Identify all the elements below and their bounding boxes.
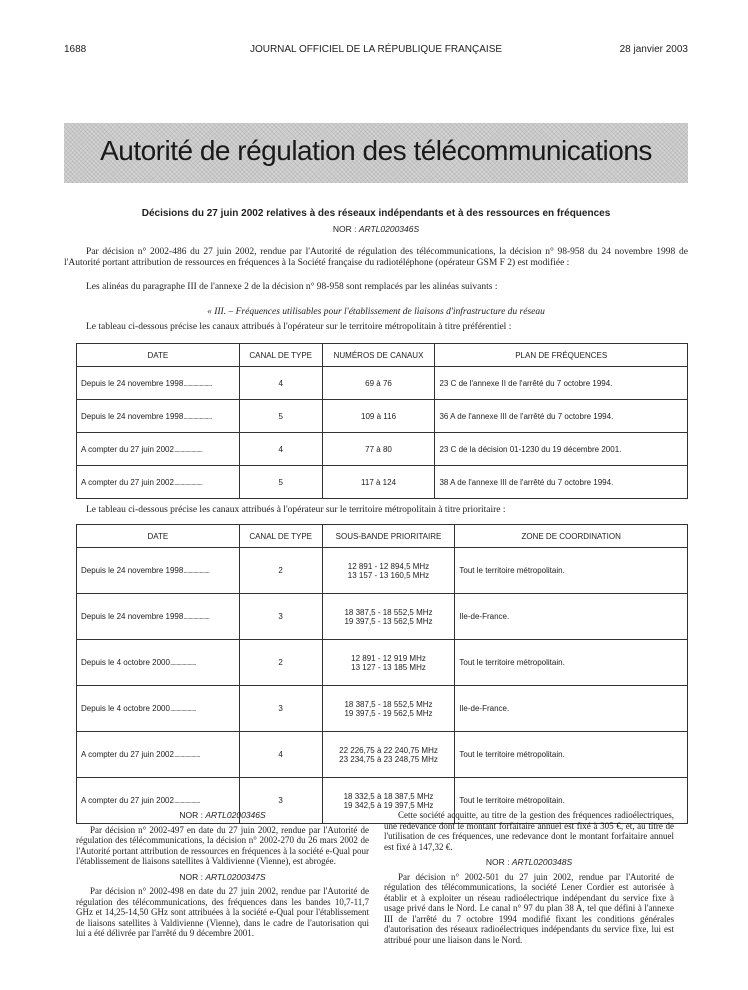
decision-title: Décisions du 27 juin 2002 relatives à des réseaux indépendants et à des ressources en fréquences: [141, 208, 611, 219]
table-row: [77, 686, 688, 732]
nor-prefix: NOR :: [179, 810, 203, 820]
priority-subbands-table: [76, 524, 688, 824]
nor-code: ARTL0200346S: [205, 810, 266, 820]
channel-numbers-cell: 69 à 76: [322, 367, 435, 400]
date-cell: A compter du 27 juin 2002.....................: [77, 732, 240, 778]
coordination-zone-cell: Tout le territoire métropolitain.: [455, 548, 688, 594]
date-cell: A compter du 27 juin 2002.......................: [77, 466, 240, 499]
channel-type-cell: 3: [239, 594, 322, 640]
intro-paragraph-1: Par décision n° 2002-486 du 27 juin 2002, rendue par l'Autorité de régulation des télécommunications, la décision n° 98-958 du 24 novembre 1998 de l'Autorité portant attribution de ressources en fréquences à la Société française du radiotéléphone (opérateur GSM F 2) est modifiée :: [64, 247, 688, 268]
column-header: DATE: [77, 525, 240, 548]
channels-table: [76, 343, 688, 499]
table-row: [77, 466, 688, 499]
intro-paragraph-2: Les alinéas du paragraphe III de l'annexe 2 de la décision n° 98-958 sont remplacés par les alinéas suivants :: [86, 282, 498, 292]
table-header-row: [77, 344, 688, 367]
subband-cell: 18 387,5 - 18 552,5 MHz 19 397,5 - 13 562,5 MHz: [322, 594, 455, 640]
nor-reference: [384, 857, 674, 868]
authority-banner: [64, 123, 688, 183]
section-heading: « III. – Fréquences utilisables pour l'établissement de liaisons d'infrastructure du réseau: [207, 307, 545, 317]
nor-reference: [64, 224, 688, 234]
channel-type-cell: 3: [239, 778, 322, 824]
channel-type-cell: 2: [239, 640, 322, 686]
coordination-zone-cell: Tout le territoire métropolitain.: [455, 778, 688, 824]
table-header-row: [77, 525, 688, 548]
channel-type-cell: 3: [239, 686, 322, 732]
page-number: 1688: [64, 44, 87, 55]
date-cell: Depuis le 24 novembre 1998.......................: [77, 400, 240, 433]
left-column: [76, 805, 369, 939]
subband-cell: 18 332,5 à 18 387,5 MHz 19 342,5 à 19 397,5 MHz: [322, 778, 455, 824]
column-header: CANAL DE TYPE: [239, 525, 322, 548]
nor-prefix: NOR :: [332, 224, 357, 234]
frequency-plan-cell: 38 A de l'annexe III de l'arrêté du 7 octobre 1994.: [435, 466, 688, 499]
decision-paragraph: Cette société acquitte, au titre de la gestion des fréquences radioélectriques, une redevance dont le montant forfaitaire annuel est fixé à 305 €, et, au titre de l'utilisation de ces fréquences, une redevance dont le montant forfaitaire annuel est fixé à 147,32 €.: [384, 810, 674, 852]
right-column: [384, 810, 674, 945]
channel-numbers-cell: 77 à 80: [322, 433, 435, 466]
channel-numbers-cell: 109 à 116: [322, 400, 435, 433]
table-row: [77, 367, 688, 400]
nor-prefix: NOR :: [179, 871, 203, 882]
date-cell: Depuis le 24 novembre 1998.....................: [77, 548, 240, 594]
channel-type-cell: 4: [239, 367, 322, 400]
running-header: [64, 44, 688, 58]
decision-paragraph: Par décision n° 2002-498 en date du 27 juin 2002, rendue par l'Autorité de régulation des télécommunications, des fréquences dans les bandes 10,7-11,7 GHz et 14,25-14,50 GHz sont attribuées à la société e-Qual pour l'établissement de liaisons satellites à Valdivienne (Vienne), dans le cadre de l'autorisation qui lui a été délivrée par l'arrêté du 9 décembre 2001.: [76, 886, 369, 938]
channel-type-cell: 2: [239, 548, 322, 594]
nor-prefix: NOR :: [485, 857, 510, 867]
subband-cell: 18 387,5 - 18 552,5 MHz 19 397,5 - 19 562,5 MHz: [322, 686, 455, 732]
date-cell: A compter du 27 juin 2002.....................: [77, 778, 240, 824]
column-header: NUMÉROS DE CANAUX: [322, 344, 435, 367]
channel-type-cell: 4: [239, 433, 322, 466]
frequency-plan-cell: 23 C de la décision 01-1230 du 19 décembre 2001.: [435, 433, 688, 466]
nor-code: ARTL0200346S: [358, 224, 420, 234]
channel-type-cell: 5: [239, 466, 322, 499]
table-row: [77, 640, 688, 686]
coordination-zone-cell: Ile-de-France.: [455, 594, 688, 640]
subband-cell: 12 891 - 12 919 MHz 13 127 - 13 185 MHz: [322, 640, 455, 686]
nor-reference: [76, 872, 369, 883]
frequency-plan-cell: 36 A de l'annexe III de l'arrêté du 7 octobre 1994.: [435, 400, 688, 433]
journal-title: JOURNAL OFFICIEL DE LA RÉPUBLIQUE FRANÇAISE: [249, 44, 503, 55]
frequency-plan-cell: 23 C de l'annexe II de l'arrêté du 7 octobre 1994.: [435, 367, 688, 400]
table-row: [77, 594, 688, 640]
coordination-zone-cell: Ile-de-France.: [455, 686, 688, 732]
channel-type-cell: 4: [239, 732, 322, 778]
decision-paragraph: Par décision n° 2002-497 en date du 27 juin 2002, rendue par l'Autorité de régulation des télécommunications, la décision n° 2002-270 du 26 mars 2002 de l'Autorité portant attribution de ressources en fréquences à la société e-Qual pour l'établissement de liaisons satellites à Valdivienne (Vienne), est abrogée.: [76, 824, 369, 866]
table-row: [77, 548, 688, 594]
table-row: [77, 732, 688, 778]
coordination-zone-cell: Tout le territoire métropolitain.: [455, 732, 688, 778]
channel-numbers-cell: 117 à 124: [322, 466, 435, 499]
coordination-zone-cell: Tout le territoire métropolitain.: [455, 640, 688, 686]
column-header: CANAL DE TYPE: [239, 344, 322, 367]
date-cell: Depuis le 24 novembre 1998.......................: [77, 367, 240, 400]
intro-paragraph-4: Le tableau ci-dessous précise les canaux attribués à l'opérateur sur le territoire métropolitain à titre préférentiel :: [86, 322, 512, 332]
date-cell: A compter du 27 juin 2002.......................: [77, 433, 240, 466]
banner-title: Autorité de régulation des télécommunications: [100, 135, 652, 166]
decision-paragraph: Par décision n° 2002-501 du 27 juin 2002, rendue par l'Autorité de régulation des télécommunications, la société Lener Cordier est autorisée à établir et à exploiter un réseau radioélectrique indépendant du service fixe à usage privé dans le Nord. Le canal n° 97 du plan 38 A, tel que défini à l'annexe III de l'arrêté du 7 octobre 1994 modifié fixant les conditions générales d'autorisation des réseaux radioélectriques indépendants du service fixe, lui est attribué pour une liaison dans le Nord.: [384, 871, 674, 945]
column-header: PLAN DE FRÉQUENCES: [435, 344, 688, 367]
column-header: DATE: [77, 344, 240, 367]
date-cell: Depuis le 24 novembre 1998.....................: [77, 594, 240, 640]
date-cell: Depuis le 4 octobre 2000.....................: [77, 640, 240, 686]
table-row: [77, 400, 688, 433]
issue-date: 28 janvier 2003: [619, 44, 688, 55]
nor-code: ARTL0200347S: [205, 871, 266, 882]
channel-type-cell: 5: [239, 400, 322, 433]
column-header: ZONE DE COORDINATION: [455, 525, 688, 548]
column-header: SOUS-BANDE PRIORITAIRE: [322, 525, 455, 548]
subband-cell: 22 226,75 à 22 240,75 MHz 23 234,75 à 23 248,75 MHz: [322, 732, 455, 778]
nor-code: ARTL0200348S: [511, 857, 573, 867]
subband-cell: 12 891 - 12 894,5 MHz 13 157 - 13 160,5 MHz: [322, 548, 455, 594]
table2-intro: Le tableau ci-dessous précise les canaux attribués à l'opérateur sur le territoire métropolitain à titre prioritaire :: [86, 505, 506, 515]
date-cell: Depuis le 4 octobre 2000.....................: [77, 686, 240, 732]
nor-reference: [76, 810, 369, 821]
table-row: [77, 433, 688, 466]
